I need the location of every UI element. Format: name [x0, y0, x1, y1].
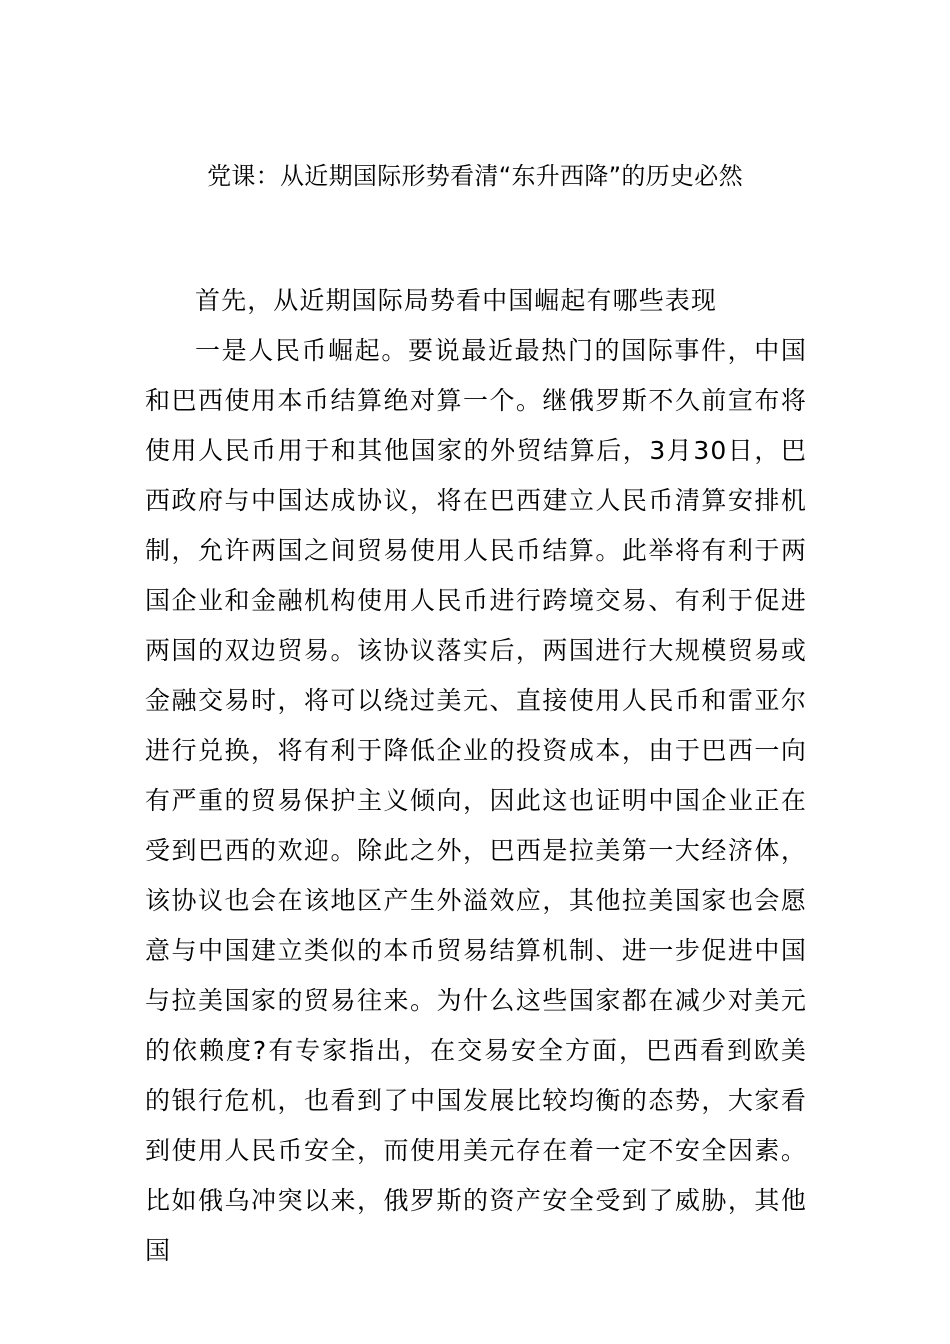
document-body [145, 276, 807, 1276]
section-heading: 首先，从近期国际局势看中国崛起有哪些表现 [195, 286, 718, 315]
document-title: 党课：从近期国际形势看清“东升西降”的历史必然 [207, 162, 743, 190]
body-paragraph: 一是人民币崛起。要说最近最热门的国际事件，中国和巴西使用本币结算绝对算一个。继俄罗斯不久前宣布将使用人民币用于和其他国家的外贸结算后，3月30日，巴西政府与中国达成协议，将在巴西建立人民币清算安排机制，允许两国之间贸易使用人民币结算。此举将有利于两国企业和金融机构使用人民币进行跨境交易、有利于促进两国的双边贸易。该协议落实后，两国进行大规模贸易或金融交易时，将可以绕过美元、直接使用人民币和雷亚尔进行兑换，将有利于降低企业的投资成本，由于巴西一向有严重的贸易保护主义倾向，因此这也证明中国企业正在受到巴西的欢迎。除此之外，巴西是拉美第一大经济体，该协议也会在该地区产生外溢效应，其他拉美国家也会愿意与中国建立类似的本币贸易结算机制、进一步促进中国与拉美国家的贸易往来。为什么这些国家都在减少对美元的依赖度?有专家指出，在交易安全方面，巴西看到欧美的银行危机，也看到了中国发展比较均衡的态势，大家看到使用人民币安全，而使用美元存在着一定不安全因素。比如俄乌冲突以来，俄罗斯的资产安全受到了威胁，其他国 [145, 336, 807, 1265]
